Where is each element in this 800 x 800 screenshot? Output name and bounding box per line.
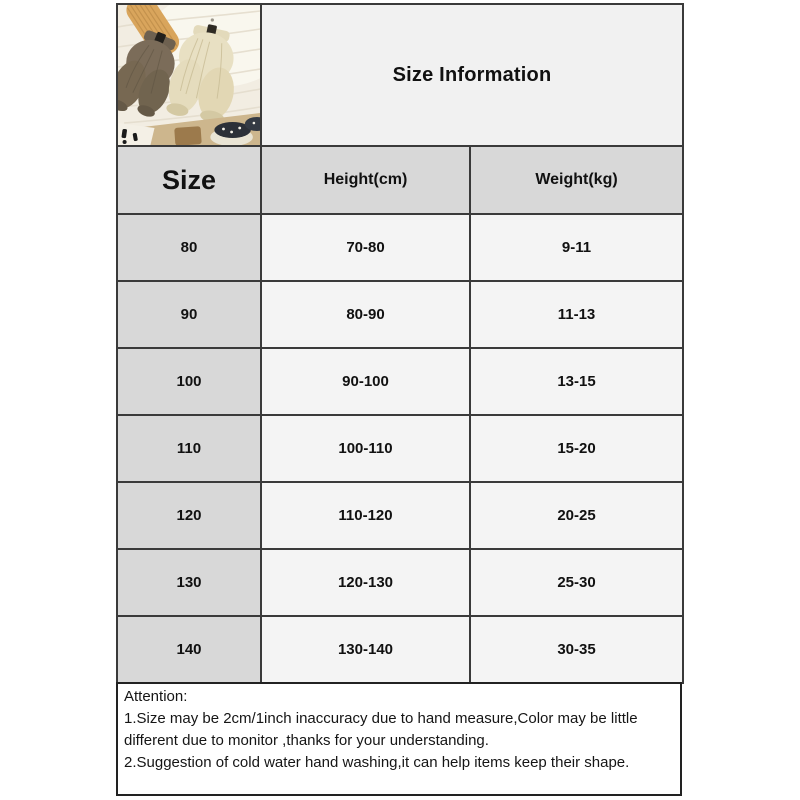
height-cell: 90-100	[261, 348, 470, 415]
weight-cell: 30-35	[470, 616, 683, 683]
product-photo	[118, 5, 260, 145]
table-row	[117, 415, 683, 482]
table-row	[117, 549, 683, 616]
product-photo-cell	[117, 4, 261, 146]
size-cell: 120	[117, 482, 261, 549]
attention-note-2: 2.Suggestion of cold water hand washing,it can help items keep their shape.	[124, 754, 630, 771]
height-cell: 100-110	[261, 415, 470, 482]
attention-notes	[116, 682, 682, 796]
weight-cell: 13-15	[470, 348, 683, 415]
header-size: Size	[117, 146, 261, 214]
height-cell: 110-120	[261, 482, 470, 549]
size-chart-sheet	[116, 3, 682, 796]
height-cell: 130-140	[261, 616, 470, 683]
size-cell: 90	[117, 281, 261, 348]
height-cell: 120-130	[261, 549, 470, 616]
height-cell: 80-90	[261, 281, 470, 348]
weight-cell: 25-30	[470, 549, 683, 616]
size-cell: 130	[117, 549, 261, 616]
table-row	[117, 214, 683, 281]
height-cell: 70-80	[261, 214, 470, 281]
table-row	[117, 482, 683, 549]
table-row	[117, 281, 683, 348]
weight-cell: 15-20	[470, 415, 683, 482]
photo-title-row	[117, 4, 683, 146]
size-cell: 140	[117, 616, 261, 683]
attention-title: Attention:	[124, 688, 188, 705]
table-row	[117, 616, 683, 683]
weight-cell: 9-11	[470, 214, 683, 281]
header-weight: Weight(kg)	[470, 146, 683, 214]
size-table	[116, 3, 684, 684]
weight-cell: 11-13	[470, 281, 683, 348]
size-cell: 110	[117, 415, 261, 482]
size-cell: 100	[117, 348, 261, 415]
page-title: Size Information	[261, 4, 683, 146]
table-header-row	[117, 146, 683, 214]
table-row	[117, 348, 683, 415]
weight-cell: 20-25	[470, 482, 683, 549]
attention-note-1: 1.Size may be 2cm/1inch inaccuracy due to hand measure,Color may be little different due to monitor ,thanks for your understanding.	[124, 710, 638, 749]
header-height: Height(cm)	[261, 146, 470, 214]
size-cell: 80	[117, 214, 261, 281]
